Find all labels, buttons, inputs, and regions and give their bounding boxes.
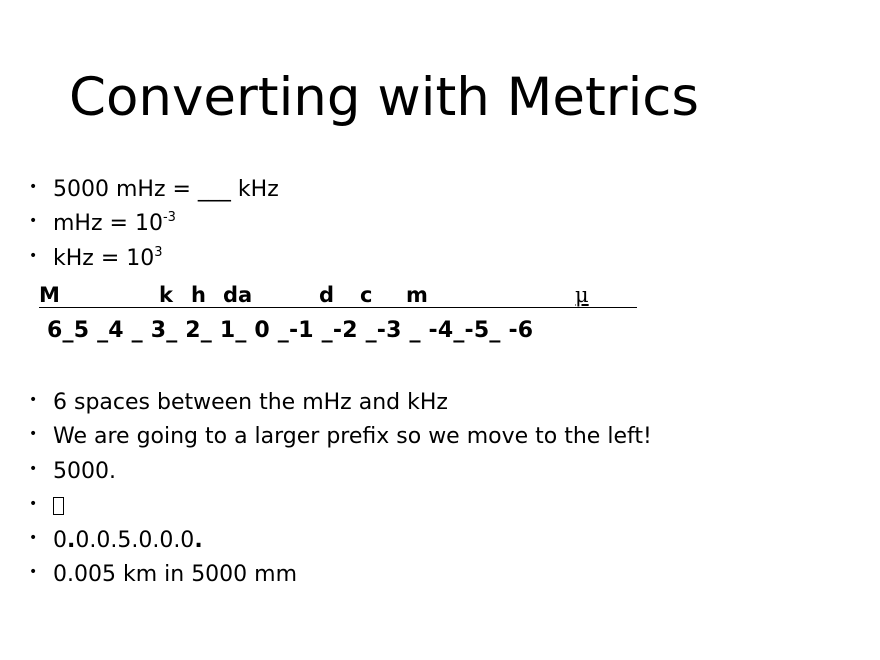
bullet-text: 5000. <box>53 459 116 484</box>
prefix-label: d <box>319 283 335 307</box>
prefix-label: c <box>360 283 373 307</box>
bullet-text <box>53 527 203 555</box>
prefix-label: μ <box>575 283 589 307</box>
bullet-dot-icon: • <box>29 496 38 512</box>
decimal-point-start: . <box>67 528 76 553</box>
prefix-label: k <box>159 283 173 307</box>
bullet-base-text: kHz = 10 <box>53 246 155 271</box>
bullet-dot-icon: • <box>29 392 38 408</box>
bullet-text: 6 spaces between the mHz and kHz <box>53 390 448 415</box>
bullet-text: 5000 mHz = ___ kHz <box>53 177 279 202</box>
digit-text: 0.0.5.0.0.0 <box>75 528 195 553</box>
bullet-dot-icon: • <box>29 530 38 546</box>
missing-glyph-icon <box>53 497 64 515</box>
bullet-dot-icon: • <box>29 461 38 477</box>
bullet-text: We are going to a larger prefix so we move to the left! <box>53 424 652 449</box>
prefix-label: da <box>223 283 253 307</box>
bullet-dot-icon: • <box>29 426 38 442</box>
bullet-dot-icon: • <box>29 213 38 229</box>
bullet-text <box>53 245 163 273</box>
prefix-label: m <box>406 283 428 307</box>
bullet-text: 0.005 km in 5000 mm <box>53 562 298 587</box>
bullet-base-text: mHz = 10 <box>53 211 163 236</box>
bullet-text <box>53 210 176 238</box>
digit-text: 0 <box>53 528 67 553</box>
bullet-dot-icon: • <box>29 179 38 195</box>
bullet-exponent: -3 <box>162 210 176 225</box>
decimal-point-end: . <box>194 528 203 553</box>
prefix-label: h <box>191 283 206 307</box>
bullet-exponent: 3 <box>154 245 163 260</box>
bullet-dot-icon: • <box>29 248 38 264</box>
bullet-dot-icon: • <box>29 564 38 580</box>
exponent-scale-row: 6_5 _4 _ 3_ 2_ 1_ 0 _-1 _-2 _-3 _ -4_-5_ -6 <box>47 318 534 343</box>
bullet-text <box>53 493 64 521</box>
prefix-scale-row <box>39 283 637 308</box>
slide-title: Converting with Metrics <box>69 67 700 128</box>
prefix-label: M <box>39 283 60 307</box>
